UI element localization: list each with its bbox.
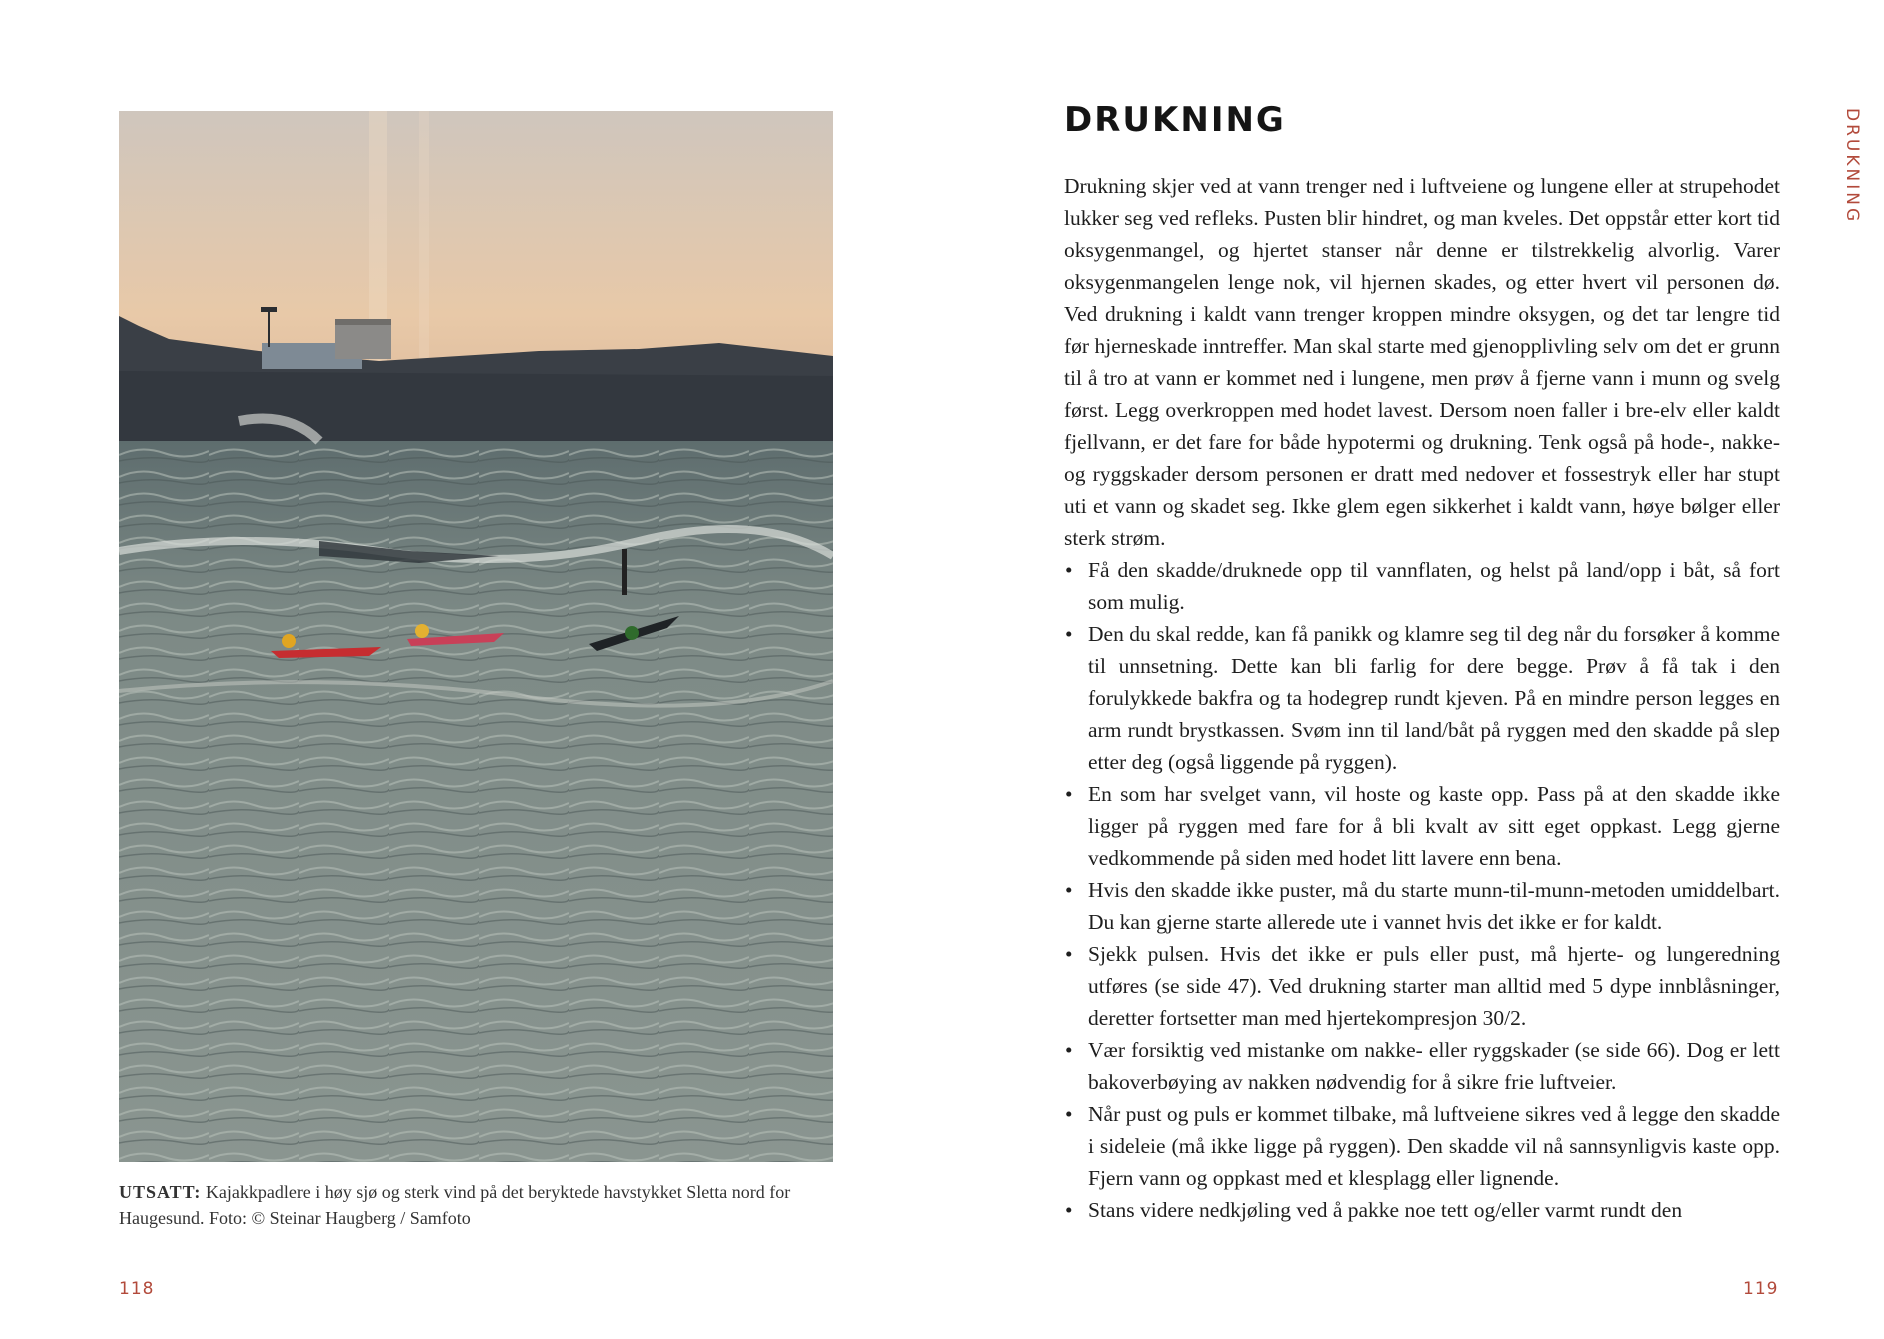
page-number-left: 118 xyxy=(119,1279,155,1299)
list-item: • Få den skadde/druknede opp til vannflaten, og helst på land/opp i båt, så fort som mulig. xyxy=(1064,554,1780,618)
caption-lead: UTSATT: xyxy=(119,1182,202,1202)
body-text xyxy=(1064,170,1780,1226)
page-number-right: 119 xyxy=(1743,1279,1779,1299)
intro-paragraph: Drukning skjer ved at vann trenger ned i luftveiene og lungene eller at strupehodet lukker seg ved refleks. Pusten blir hindret, og man kveles. Det oppstår etter kort tid oksygenmangel, og hjertet stanser når denne er tilstrekkelig alvorlig. Varer oksygenmangelen lenge nok, vil hjernen skades, og etter hvert vil personen dø. Ved drukning i kaldt vann trenger kroppen mindre oksygen, og det tar lengre tid før hjerneskade inntreffer. Man skal starte med gjenopplivling selv om det er grunn til å tro at vann er kommet ned i lungene, men prøv å fjerne vann i munn og svelg først. Legg overkroppen med hodet lavest. Dersom noen faller i bre-elv eller kaldt fjellvann, er det fare for både hypotermi og drukning. Tenk også på hode-, nakke- og ryggskader dersom personen er dratt med nedover et fossestryk eller har stupt uti et vann og skadet seg. Ikke glem egen sikkerhet i kaldt vann, høye bølger eller sterk strøm. xyxy=(1064,174,1780,550)
list-item: • Vær forsiktig ved mistanke om nakke- eller ryggskader (se side 66). Dog er lett bakoverbøying av nakken nødvendig for å sikre frie luftveier. xyxy=(1064,1034,1780,1098)
list-item: • Hvis den skadde ikke puster, må du starte munn-til-munn-metoden umiddelbart. Du kan gjerne starte allerede ute i vannet hvis det ikke er for kaldt. xyxy=(1064,874,1780,938)
running-head: DRUKNING xyxy=(1842,108,1862,225)
list-item: • En som har svelget vann, vil hoste og kaste opp. Pass på at den skadde ikke ligger på ryggen med fare for å bli kvalt av sitt eget oppkast. Legg gjerne vedkommende på siden med hodet litt lavere enn bena. xyxy=(1064,778,1780,874)
list-item: • Når pust og puls er kommet tilbake, må luftveiene sikres ved å legge den skadde i sideleie (må ikke ligge på ryggen). Den skadde vil nå sannsynligvis kaste opp. Fjern vann og oppkast med et klesplagg eller lignende. xyxy=(1064,1098,1780,1194)
list-item: • Den du skal redde, kan få panikk og klamre seg til deg når du forsøker å komme til unnsetning. Dette kan bli farlig for dere begge. Prøv å få tak i den forulykkede bakfra og ta hodegrep rundt kjeven. På en mindre person legges en arm rundt brystkassen. Svøm inn til land/båt på ryggen med den skadde på slep etter deg (også liggende på ryggen). xyxy=(1064,618,1780,778)
list-item: • Sjekk pulsen. Hvis det ikke er puls eller pust, må hjerte- og lungeredning utføres (se side 47). Ved drukning starter man alltid med 5 dype innblåsninger, deretter fortsetter man med hjertekompresjon 30/2. xyxy=(1064,938,1780,1034)
kayak-photo xyxy=(119,111,833,1162)
photo-caption xyxy=(119,1179,839,1231)
caption-text: Kajakkpadlere i høy sjø og sterk vind på det beryktede havstykket Sletta nord for Haugesund. Foto: © Steinar Haugberg / Samfoto xyxy=(119,1182,791,1228)
list-item: • Stans videre nedkjøling ved å pakke noe tett og/eller varmt rundt den xyxy=(1064,1194,1780,1226)
page-title: DRUKNING xyxy=(1064,100,1286,140)
bullet-list xyxy=(1064,554,1780,1226)
